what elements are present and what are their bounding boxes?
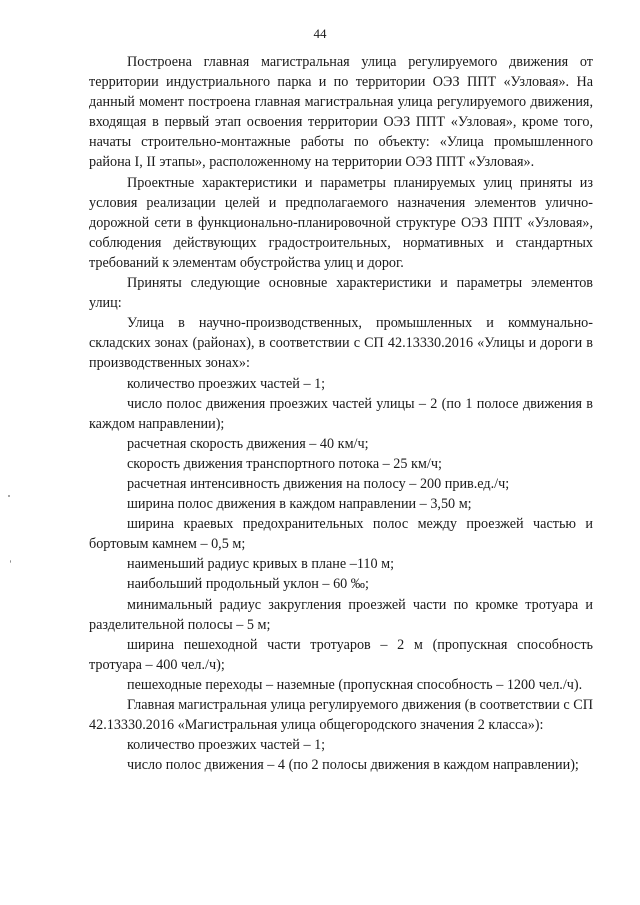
list-item-main-lanes: число полос движения – 4 (по 2 полосы движения в каждом направлении); — [127, 757, 579, 774]
page-number: 44 — [313, 26, 327, 41]
scan-speck — [8, 495, 10, 497]
paragraph-industrial-street: Улица в научно-производственных, промышленных и коммунально-складских зонах (районах), в соответствии с СП 42.13330.2016 «Улицы и дороги в производственных зонах»: — [89, 315, 593, 372]
list-item-lanes: число полос движения проезжих частей улицы – 2 (по 1 полосе движения в каждом направлении); — [89, 395, 593, 432]
list-item-max-gradient: наибольший продольный уклон – 60 ‰; — [127, 576, 369, 593]
scan-speck — [10, 560, 11, 563]
paragraph-accepted-parameters: Приняты следующие основные характеристики и параметры элементов улиц: — [89, 275, 593, 312]
list-item-carriageways: количество проезжих частей – 1; — [127, 375, 326, 392]
list-item-design-speed: расчетная скорость движения – 40 км/ч; — [127, 435, 369, 452]
list-item-main-carriageways: количество проезжих частей – 1; — [127, 737, 326, 754]
paragraph-built-street: Построена главная магистральная улица регулируемого движения от территории индустриального парка и по территории ОЭЗ ППТ «Узловая». На данный момент построена главная магистральная улица регулируемого движения, входящая в первый этап освоения территории ОЭЗ ППТ «Узловая», кроме того, начаты строительно-монтажные работы по объекту: «Улица промышленного района I, II этапы», расположенному на территории ОЭЗ ППТ «Узловая». — [89, 54, 593, 171]
paragraph-main-street: Главная магистральная улица регулируемого движения (в соответствии с СП 42.13330.2016 «Магистральная улица общегородского значения 2 класса»): — [89, 697, 593, 734]
list-item-crossings: пешеходные переходы – наземные (пропускная способность – 1200 чел./ч). — [127, 676, 583, 693]
list-item-rounding-radius: минимальный радиус закругления проезжей части по кромке тротуара и разделительной полосы – 5 м; — [89, 596, 593, 633]
list-item-lane-intensity: расчетная интенсивность движения на полосу – 200 прив.ед./ч; — [127, 475, 510, 492]
paragraph-design-characteristics: Проектные характеристики и параметры планируемых улиц приняты из условия реализации целей и предполагаемого назначения элементов улично-дорожной сети в функционально-планировочной структуре ОЭЗ ППТ «Узловая», соблюдения действующих градостроительных, нормативных и стандартных требований к элементам обустройства улиц и дорог. — [89, 174, 593, 271]
list-item-flow-speed: скорость движения транспортного потока – 25 км/ч; — [127, 455, 442, 472]
list-item-sidewalk-width: ширина пешеходной части тротуаров – 2 м (пропускная способность тротуара – 400 чел./ч); — [89, 636, 593, 673]
document-body — [89, 52, 593, 775]
list-item-edge-strip-width: ширина краевых предохранительных полос между проезжей частью и бортовым камнем – 0,5 м; — [89, 516, 593, 553]
list-item-min-curve-radius: наименьший радиус кривых в плане –110 м; — [127, 556, 395, 573]
list-item-lane-width: ширина полос движения в каждом направлении – 3,50 м; — [127, 496, 472, 513]
